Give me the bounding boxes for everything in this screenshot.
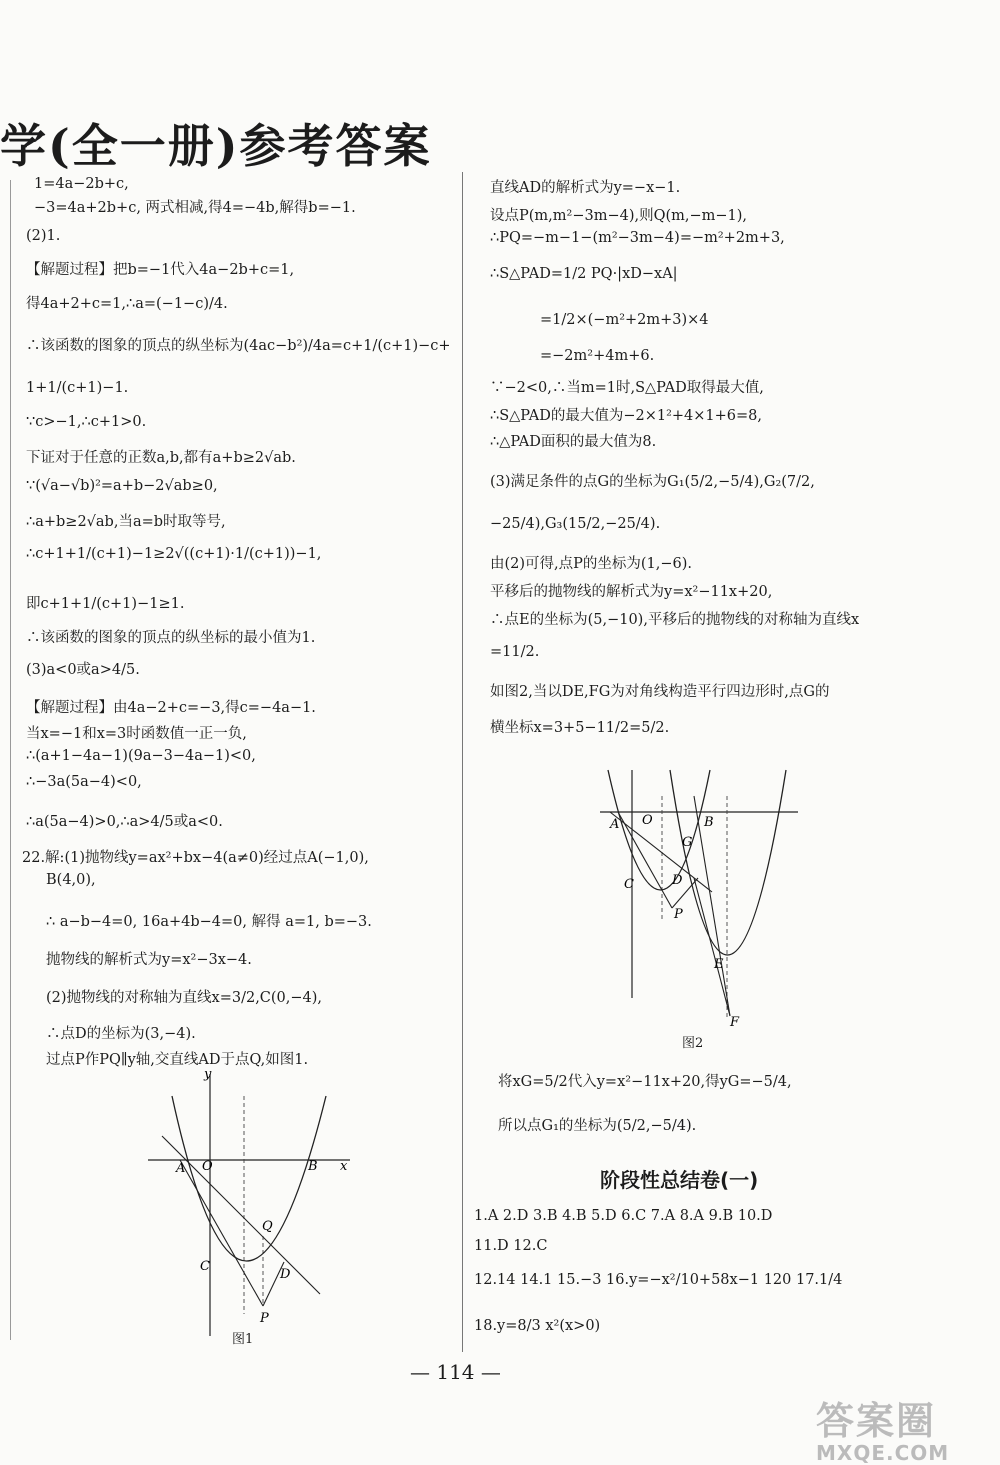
- text-line: 1+1/(c+1)−1.: [26, 380, 129, 396]
- label-o: O: [642, 813, 653, 828]
- answer-row: 11.D 12.C: [474, 1238, 548, 1254]
- label-o: O: [202, 1159, 213, 1174]
- label-p: P: [674, 907, 683, 922]
- text-line: =−2m²+4m+6.: [540, 348, 655, 364]
- text-line: (3)满足条件的点G的坐标为G₁(5/2,−5/4),G₂(7/2,: [490, 474, 815, 490]
- text-line: 平移后的抛物线的解析式为y=x²−11x+20,: [490, 584, 773, 600]
- answer-row: 12.14 14.1 15.−3 16.y=−x²/10+58x−1 120 17.1/4: [474, 1272, 843, 1288]
- label-f: F: [730, 1015, 740, 1030]
- text-line: ∴ a−b−4=0, 16a+4b−4=0, 解得 a=1, b=−3.: [46, 914, 372, 930]
- label-a: A: [610, 817, 620, 832]
- text-line: 得4a+2+c=1,∴a=(−1−c)/4.: [26, 296, 228, 312]
- figure-1: [140, 1066, 360, 1346]
- watermark-url: MXQE.COM: [816, 1441, 950, 1465]
- text-line: 当x=−1和x=3时函数值一正一负,: [26, 726, 247, 742]
- watermark-text: 答案圈: [816, 1399, 937, 1443]
- text-line: ∵(√a−√b)²=a+b−2√ab≥0,: [26, 478, 218, 494]
- text-line: 如图2,当以DE,FG为对角线构造平行四边形时,点G的: [490, 684, 830, 700]
- label-a: A: [176, 1161, 186, 1176]
- text-line: 直线AD的解析式为y=−x−1.: [490, 180, 681, 196]
- text-line: 将xG=5/2代入y=x²−11x+20,得yG=−5/4,: [498, 1074, 792, 1090]
- text-line: 【解题过程】由4a−2+c=−3,得c=−4a−1.: [26, 700, 316, 716]
- label-e: E: [714, 957, 724, 972]
- watermark: [816, 1390, 949, 1465]
- column-divider: [462, 172, 463, 1352]
- text-line: ∴点D的坐标为(3,−4).: [46, 1026, 196, 1042]
- text-line: ∴S△PAD=1/2 PQ·|xD−xA|: [490, 266, 678, 282]
- text-line: ∴PQ=−m−1−(m²−3m−4)=−m²+2m+3,: [490, 230, 785, 246]
- text-line: ∴该函数的图象的顶点的纵坐标的最小值为1.: [26, 630, 316, 646]
- text-line: −25/4),G₃(15/2,−25/4).: [490, 516, 661, 532]
- parabola-shifted: [670, 770, 786, 955]
- text-line: ∴△PAD面积的最大值为8.: [490, 434, 657, 450]
- text-line: 下证对于任意的正数a,b,都有a+b≥2√ab.: [26, 450, 296, 466]
- text-line: ∴a+b≥2√ab,当a=b时取等号,: [26, 514, 226, 530]
- line-df: [694, 878, 730, 1016]
- text-line: −3=4a+2b+c, 两式相减,得4=−4b,解得b=−1.: [34, 200, 356, 216]
- text-line: B(4,0),: [46, 872, 96, 888]
- text-line: 22.解:(1)抛物线y=ax²+bx−4(a≠0)经过点A(−1,0),: [22, 850, 369, 866]
- text-line: (3)a<0或a>4/5.: [26, 662, 140, 678]
- text-line: =1/2×(−m²+2m+3)×4: [540, 312, 709, 328]
- figure-2: [590, 760, 810, 1030]
- text-line: ∴(a+1−4a−1)(9a−3−4a−1)<0,: [26, 748, 256, 764]
- label-b: B: [308, 1159, 318, 1174]
- text-line: 【解题过程】把b=−1代入4a−2b+c=1,: [26, 262, 295, 278]
- text-line: 即c+1+1/(c+1)−1≥1.: [26, 596, 185, 612]
- parabola-original: [608, 770, 710, 890]
- label-d: D: [280, 1267, 291, 1282]
- figure-2-caption: 图2: [682, 1036, 704, 1051]
- text-line: ∴点E的坐标为(5,−10),平移后的抛物线的对称轴为直线x: [490, 612, 860, 628]
- text-line: 由(2)可得,点P的坐标为(1,−6).: [490, 556, 693, 572]
- parabola: [172, 1096, 326, 1261]
- label-y: y: [204, 1067, 212, 1082]
- text-line: ∵c>−1,∴c+1>0.: [26, 414, 147, 430]
- label-d: D: [672, 873, 683, 888]
- text-line: =11/2.: [490, 644, 540, 660]
- text-line: ∴c+1+1/(c+1)−1≥2√((c+1)·1/(c+1))−1,: [26, 546, 322, 562]
- text-line: 横坐标x=3+5−11/2=5/2.: [490, 720, 670, 736]
- label-b: B: [704, 815, 714, 830]
- text-line: 设点P(m,m²−3m−4),则Q(m,−m−1),: [490, 208, 748, 224]
- text-line: (2)抛物线的对称轴为直线x=3/2,C(0,−4),: [46, 990, 323, 1006]
- label-c: C: [624, 877, 634, 892]
- text-line: 1=4a−2b+c,: [34, 176, 129, 192]
- label-p: P: [260, 1311, 269, 1326]
- text-line: ∴S△PAD的最大值为−2×1²+4×1+6=8,: [490, 408, 763, 424]
- label-x: x: [340, 1159, 348, 1174]
- left-margin-rule: [10, 180, 11, 1340]
- text-line: ∴−3a(5a−4)<0,: [26, 774, 142, 790]
- label-g: G: [682, 835, 693, 850]
- text-line: 过点P作PQ∥y轴,交直线AD于点Q,如图1.: [46, 1052, 309, 1068]
- text-line: (2)1.: [26, 228, 61, 244]
- text-line: ∴a(5a−4)>0,∴a>4/5或a<0.: [26, 814, 223, 830]
- page-title: 学(全一册)参考答案: [0, 119, 432, 173]
- page-number: — 114 —: [410, 1360, 501, 1384]
- section-title: 阶段性总结卷(一): [600, 1168, 759, 1192]
- label-q: Q: [262, 1219, 273, 1234]
- answer-row: 18.y=8/3 x²(x>0): [474, 1318, 601, 1334]
- text-line: ∴该函数的图象的顶点的纵坐标为(4ac−b²)/4a=c+1/(c+1)−c+: [26, 338, 451, 354]
- label-c: C: [200, 1259, 210, 1274]
- line-ap: [180, 1160, 263, 1306]
- figure-1-caption: 图1: [232, 1332, 254, 1347]
- text-line: 抛物线的解析式为y=x²−3x−4.: [46, 952, 252, 968]
- text-line: 所以点G₁的坐标为(5/2,−5/4).: [498, 1118, 697, 1134]
- answer-row: 1.A 2.D 3.B 4.B 5.D 6.C 7.A 8.A 9.B 10.D: [474, 1208, 773, 1224]
- text-line: ∵−2<0,∴当m=1时,S△PAD取得最大值,: [490, 380, 764, 396]
